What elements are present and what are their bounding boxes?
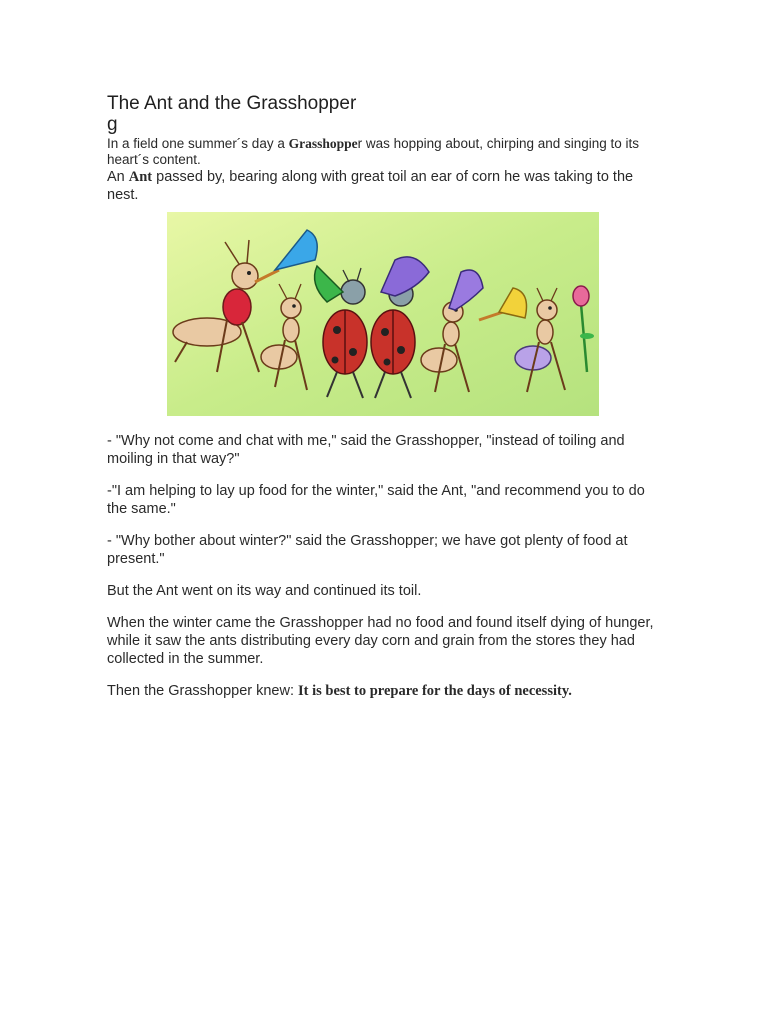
conclusion-paragraph bbox=[107, 682, 663, 700]
ant-text-before: An bbox=[107, 169, 129, 185]
ant-bold-word: Ant bbox=[128, 169, 153, 185]
ant-paragraph bbox=[107, 168, 663, 204]
page-title: The Ant and the Grasshopper bbox=[107, 93, 357, 114]
intro-paragraph bbox=[107, 136, 663, 168]
ant-text-after: passed by, bearing along with great toil an ear of corn he was taking to the nest. bbox=[107, 169, 634, 203]
title-stray-letter: g bbox=[107, 114, 118, 135]
dialog-paragraph-2: -"I am helping to lay up food for the winter," said the Ant, "and recommend you to do the same." bbox=[107, 483, 645, 517]
narration-paragraph-1: But the Ant went on its way and continued its toil. bbox=[107, 583, 422, 599]
document-page bbox=[107, 92, 663, 700]
marching-band-illustration bbox=[167, 212, 599, 416]
dialog-paragraph-3: - "Why bother about winter?" said the Grasshopper; we have got plenty of food at present." bbox=[107, 533, 628, 567]
moral-text: It is best to prepare for the days of necessity. bbox=[298, 683, 572, 699]
intro-text-after: r was hopping about, chirping and singing to its heart´s content. bbox=[107, 136, 640, 167]
conclusion-text: Then the Grasshopper knew: bbox=[107, 683, 299, 699]
narration-paragraph-2: When the winter came the Grasshopper had no food and found itself dying of hunger, while it saw the ants distributing every day corn and grain from the stores they had collected in the summer. bbox=[107, 615, 654, 667]
intro-bold-grasshopper: Grasshoppe bbox=[288, 136, 358, 151]
dialog-paragraph-1: - "Why not come and chat with me," said the Grasshopper, "instead of toiling and moiling in that way?" bbox=[107, 433, 625, 467]
intro-text-before: In a field one summer´s day a bbox=[107, 136, 289, 151]
